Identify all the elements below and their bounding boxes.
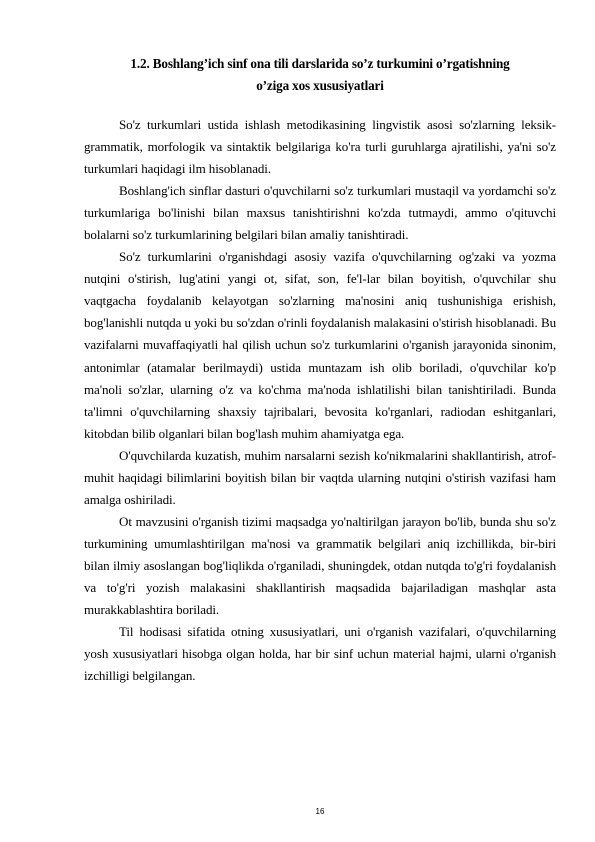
paragraph-3: So'z turkumlarini o'rganishdagi asosiy vazifa o'quvchilarning og'zaki va yozma nutqini o'stirish, lug'atini yangi ot, sifat, son, fe'l-lar bilan boyitish, o'quvchilar shu vaqtgacha foydalanib kelayotgan so'zlarning ma'nosini aniq tushunishiga erishish, bog'lanishli nutqda u yoki bu so'zdan o'rinli foydalanish malakasini o'stirish hisoblanadi. Bu vazifalarni muvaffaqiyatli hal qilish uchun so'z turkumlarini o'rganish jarayonida sinonim, antonimlar (atamalar berilmaydi) ustida muntazam ish olib boriladi, o'quvchilar ko'p ma'noli so'zlar, ularning o'z va ko'chma ma'noda ishlatilishi bilan tanishtiriladi. Bunda ta'limni o'quvchilarning shaxsiy tajribalari, bevosita ko'rganlari, radiodan eshitganlari, kitobdan bilib olganlari bilan bog'lash muhim ahamiyatga ega. (84, 249, 556, 441)
paragraph-5: Ot mavzusini o'rganish tizimi maqsadga yo'naltirilgan jarayon bo'lib, bunda shu so'z turkumining umumlashtirilgan ma'nosi va grammatik belgilari aniq izchillikda, bir-biri bilan ilmiy asoslangan bog'liqlikda o'rganiladi, shuningdek, otdan nutqda to'g'ri foydalanish va to'g'ri yozish malakasini shakllantirish maqsadida bajariladigan mashqlar asta murakkablashtira boriladi. (84, 513, 556, 618)
paragraph-1: So'z turkumlari ustida ishlash metodikasining lingvistik asosi so'zlarning leksik-grammatik, morfologik va sintaktik belgilariga ko'ra turli guruhlarga ajratilishi, ya'ni so'z turkumlari haqidagi ilm hisoblanadi. (84, 117, 556, 177)
section-heading-line-1: 1.2. Boshlang’ich sinf ona tili darslarida so’z turkumini o’rgatishning (130, 56, 510, 71)
paragraph-2: Boshlang'ich sinflar dasturi o'quvchilarni so'z turkumlari mustaqil va yordamchi so'z turkumlariga bo'linishi bilan maxsus tanishtirishni ko'zda tutmaydi, ammo o'qituvchi bolalarni so'z turkumlarining belgilari bilan amaliy tanishtiradi. (84, 183, 556, 243)
paragraph-6: Til hodisasi sifatida otning xususiyatlari, uni o'rganish vazifalari, o'quvchilarning yosh xususiyatlari hisobga olgan holda, har bir sinf uchun material hajmi, ularni o'rganish izchilligi belgilangan. (84, 624, 556, 684)
section-heading (84, 53, 556, 97)
paragraph-4: O'quvchilarda kuzatish, muhim narsalarni sezish ko'nikmalarini shakllantirish, atrof-muhit haqidagi bilimlarini boyitish bilan bir vaqtda ularning nutqini o'stirish vazifasi ham amalga oshiriladi. (84, 447, 556, 507)
page-number: 16 (315, 807, 325, 816)
document-page (84, 0, 556, 842)
section-heading-line-2: o’ziga xos xususiyatlari (256, 78, 384, 93)
body-text (84, 114, 556, 687)
